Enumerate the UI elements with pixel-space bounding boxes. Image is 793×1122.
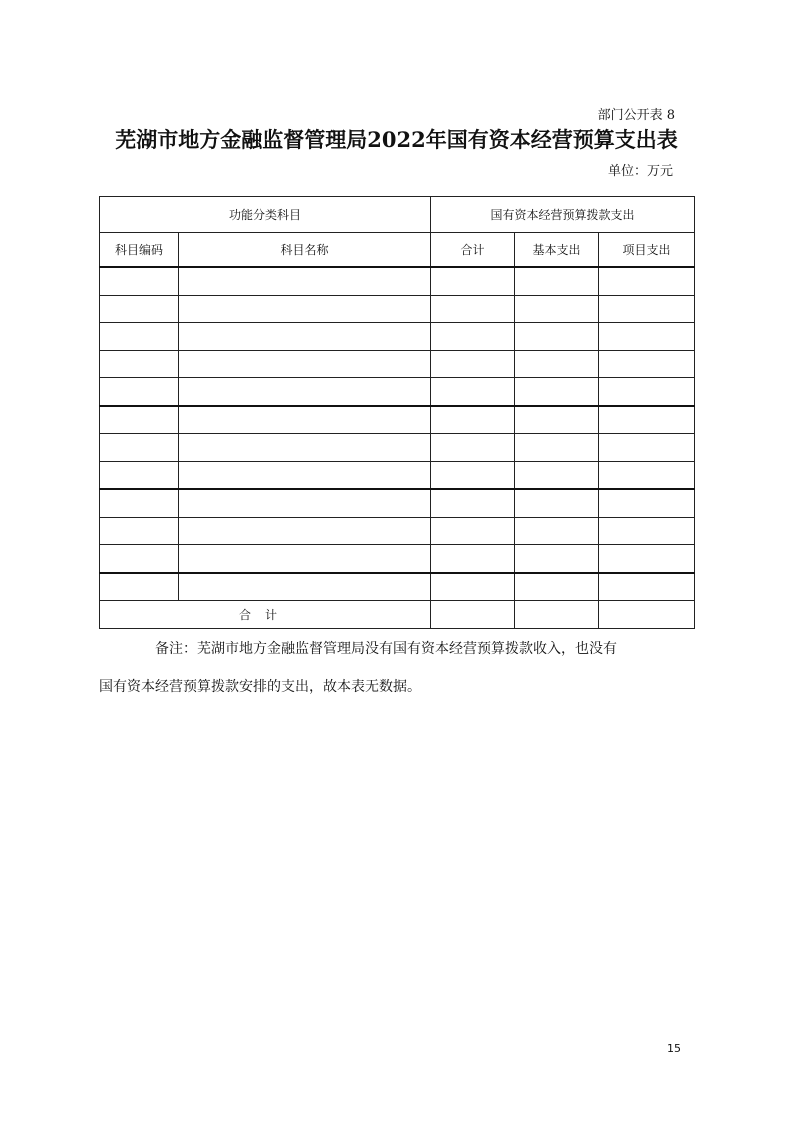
table-cell — [515, 323, 599, 351]
table-row — [100, 295, 695, 323]
table-cell — [599, 350, 695, 378]
table-cell — [100, 461, 179, 489]
column-header-basic-expenditure: 基本支出 — [515, 233, 599, 268]
table-cell — [179, 461, 431, 489]
table-row — [100, 434, 695, 462]
total-cell — [515, 601, 599, 629]
total-cell — [431, 601, 515, 629]
note-line-2: 国有资本经营预算拨款安排的支出，故本表无数据。 — [99, 679, 421, 695]
budget-table — [99, 196, 695, 629]
table-row — [100, 573, 695, 601]
total-row — [100, 601, 695, 629]
column-header-total: 合计 — [431, 233, 515, 268]
table-cell — [179, 378, 431, 406]
table-row — [100, 323, 695, 351]
table-cell — [431, 378, 515, 406]
table-cell — [599, 378, 695, 406]
table-cell — [431, 434, 515, 462]
table-cell — [431, 350, 515, 378]
table-row — [100, 406, 695, 434]
group-header-row — [100, 197, 695, 233]
table-row — [100, 461, 695, 489]
table-cell — [179, 267, 431, 295]
column-header-code: 科目编码 — [100, 233, 179, 268]
table-cell — [179, 517, 431, 545]
table-cell — [179, 295, 431, 323]
table-cell — [100, 378, 179, 406]
table-cell — [100, 406, 179, 434]
table-cell — [599, 573, 695, 601]
note-line-1: 备注：芜湖市地方金融监督管理局没有国有资本经营预算拨款收入，也没有 — [155, 641, 617, 657]
table-row — [100, 489, 695, 517]
table-cell — [431, 489, 515, 517]
table-cell — [515, 517, 599, 545]
table-cell — [515, 573, 599, 601]
table-row — [100, 545, 695, 573]
table-cell — [599, 295, 695, 323]
table-cell — [515, 545, 599, 573]
table-cell — [179, 323, 431, 351]
table-cell — [515, 434, 599, 462]
table-cell — [431, 323, 515, 351]
total-cell — [599, 601, 695, 629]
table-cell — [515, 295, 599, 323]
table-cell — [599, 323, 695, 351]
table-cell — [515, 350, 599, 378]
table-row — [100, 378, 695, 406]
table-cell — [179, 406, 431, 434]
table-cell — [431, 545, 515, 573]
table-cell — [100, 295, 179, 323]
table-cell — [100, 434, 179, 462]
column-header-project-expenditure: 项目支出 — [599, 233, 695, 268]
table-row — [100, 517, 695, 545]
table-cell — [179, 489, 431, 517]
table-row — [100, 350, 695, 378]
table-cell — [100, 350, 179, 378]
table-cell — [431, 461, 515, 489]
table-cell — [599, 517, 695, 545]
table-cell — [515, 406, 599, 434]
table-cell — [431, 517, 515, 545]
table-cell — [179, 434, 431, 462]
column-header-name: 科目名称 — [179, 233, 431, 268]
group-header-capital-budget-expenditure: 国有资本经营预算拨款支出 — [431, 197, 695, 233]
table-cell — [100, 517, 179, 545]
table-cell — [515, 267, 599, 295]
page-title: 芜湖市地方金融监督管理局2022年国有资本经营预算支出表 — [115, 127, 678, 152]
table-cell — [100, 323, 179, 351]
table-cell — [599, 434, 695, 462]
table-cell — [599, 406, 695, 434]
table-cell — [100, 267, 179, 295]
group-header-function-category: 功能分类科目 — [100, 197, 431, 233]
table-row — [100, 267, 695, 295]
table-cell — [515, 378, 599, 406]
table-cell — [100, 573, 179, 601]
page-number: 15 — [667, 1042, 681, 1055]
table-cell — [179, 573, 431, 601]
table-cell — [100, 545, 179, 573]
column-header-row — [100, 233, 695, 268]
total-label: 合计 — [100, 601, 431, 629]
table-cell — [599, 545, 695, 573]
table-cell — [599, 489, 695, 517]
table-cell — [515, 461, 599, 489]
table-cell — [431, 573, 515, 601]
table-cell — [431, 406, 515, 434]
table-cell — [431, 267, 515, 295]
table-cell — [599, 267, 695, 295]
table-cell — [179, 545, 431, 573]
table-cell — [179, 350, 431, 378]
unit-label: 单位：万元 — [607, 164, 673, 179]
document-label: 部门公开表 8 — [597, 108, 675, 123]
table-cell — [431, 295, 515, 323]
table-cell — [599, 461, 695, 489]
table-cell — [100, 489, 179, 517]
table-cell — [515, 489, 599, 517]
